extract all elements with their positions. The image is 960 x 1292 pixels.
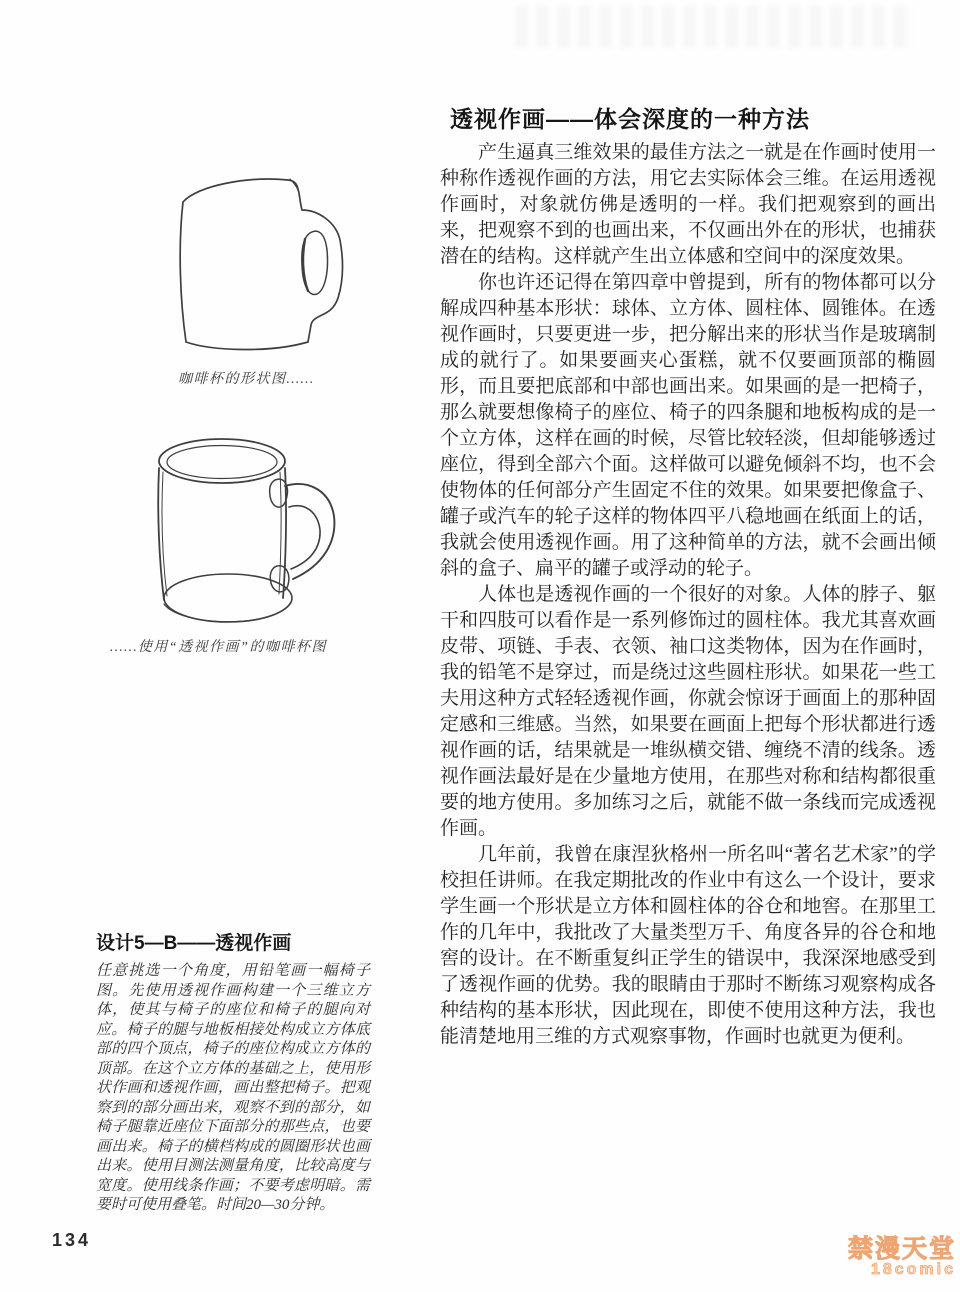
page-title: 透视作画——体会深度的一种方法 xyxy=(450,106,810,133)
watermark xyxy=(848,1236,956,1279)
paragraph: 你也许还记得在第四章中曾提到，所有的物体都可以分解成四种基本形状：球体、立方体、圆柱体、圆锥体。在透视作画时，只要更进一步，把分解出来的形状当作是玻璃制成的就行了。如果要画夹心蛋糕，就不仅要画顶部的椭圆形，而且要把底部和中部也画出来。如果画的是一把椅子，那么就要想像椅子的座位、椅子的四条腿和地板构成的是一个立方体，这样在画的时候，尽管比较轻淡，但却能够透过座位，得到全部六个面。这样做可以避免倾斜不均，也不会使物体的任何部分产生固定不住的效果。如果要把像盒子、罐子或汽车的轮子这样的物体四平八稳地画在纸面上的话，我就会使用透视作画。用了这种简单的方法，就不会画出倾斜的盒子、扁平的罐子或浮动的轮子。 xyxy=(440,272,936,579)
design-exercise-box xyxy=(96,928,370,1216)
watermark-site-name: 禁漫天堂 xyxy=(847,1235,956,1263)
paragraph: 人体也是透视作画的一个很好的对象。人体的脖子、躯干和四肢可以看作是一系列修饰过的圆柱体。我尤其喜欢画皮带、项链、手表、衣领、袖口这类物体，因为在作画时，我的铅笔不是穿过，而是绕过这些圆柱形状。如果花一些工夫用这种方式轻轻透视作画，你就会惊讶于画面上的那种固定感和三维感。当然，如果要在画面上把每个形状都进行透视作画的话，结果就是一堆纵横交错、缠绕不清的线条。透视作画法最好是在少量地方使用，在那些对称和结构都很重要的地方使用。多加练习之后，就能不做一条线而完成透视作画。 xyxy=(440,584,936,839)
paragraph: 产生逼真三维效果的最佳方法之一就是在作画时使用一种称作透视作画的方法，用它去实际体会三维。在运用透视作画时，对象就仿佛是透明的一样。我们把观察到的画出来，把观察不到的也画出来，不仅画出外在的形状，也捕获潜在的结构。这样就产生出立体感和空间中的深度效果。 xyxy=(440,142,936,267)
figure-caption: ……使用“透视作画”的咖啡杯图 xyxy=(110,640,327,655)
article-body xyxy=(440,140,936,1050)
watermark-site-url: 18comic xyxy=(870,1261,956,1279)
page-number: 134 xyxy=(52,1230,92,1250)
mug-perspective-sketch xyxy=(133,428,393,648)
scan-bleed-artifact xyxy=(515,6,915,48)
paragraph: 几年前，我曾在康涅狄格州一所名叫“著名艺术家”的学校担任讲师。在我定期批改的作业中有这么一个设计，要求学生画一个形状是立方体和圆柱体的谷仓和地窖。在那里工作的几年中，我批改了大量类型万千、角度各异的谷仓和地窖的设计。在不断重复纠正学生的错误中，我深深地感受到了透视作画的优势。我的眼睛由于那时不断练习观察构成各种结构的基本形状，因此现在，即使不使用这种方法，我也能清楚地用三维的方式观察事物，作画时也就更为便利。 xyxy=(440,844,936,1047)
mug-shape-drawing xyxy=(150,170,400,370)
design-exercise-body: 任意挑选一个角度，用铅笔画一幅椅子图。先使用透视作画构建一个三维立方体，使其与椅子的座位和椅子的腿向对应。椅子的腿与地板相接处构成立方体底部的四个顶点，椅子的座位构成立方体的顶部。在这个立方体的基础之上，使用形状作画和透视作画，画出整把椅子。把观察到的部分画出来，观察不到的部分，如椅子腿靠近座位下面部分的那些点，也要画出来。椅子的横档构成的圆圈形状也画出来。使用目测法测量角度，比较高度与宽度。使用线条作画；不要考虑明暗。需要时可使用叠笔。时间20—30分钟。 xyxy=(96,963,370,1213)
mug-perspective-drawing xyxy=(133,428,393,648)
mug-shape-sketch xyxy=(150,170,400,370)
design-exercise-heading: 设计5—B——透视作画 xyxy=(96,933,292,954)
figure-caption: 咖啡杯的形状图…… xyxy=(178,372,315,387)
